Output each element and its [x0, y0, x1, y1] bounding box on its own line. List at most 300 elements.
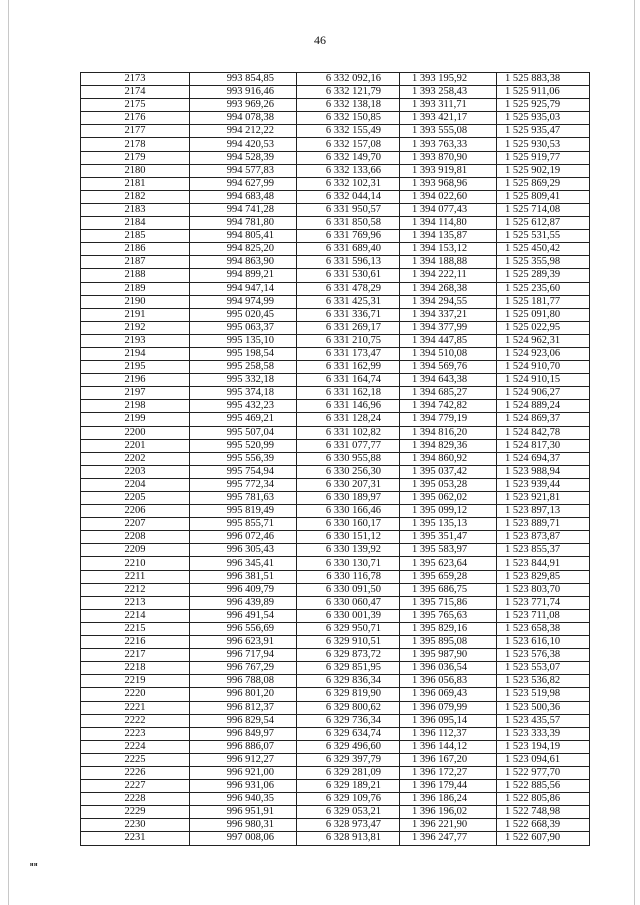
point-number-cell: 2231: [81, 832, 190, 845]
y-coordinate-cell: 6 332 157,08: [297, 138, 400, 151]
x-coordinate-cell: 996 980,31: [190, 819, 297, 832]
y-coordinate-cell: 6 332 150,85: [297, 112, 400, 125]
point-number-cell: 2214: [81, 609, 190, 622]
y2-coordinate-cell: 1 522 885,56: [497, 780, 590, 793]
scan-right-edge: [634, 0, 635, 905]
y2-coordinate-cell: 1 525 022,95: [497, 321, 590, 334]
x-coordinate-cell: 994 683,48: [190, 190, 297, 203]
x-coordinate-cell: 994 781,80: [190, 217, 297, 230]
x-coordinate-cell: 995 520,99: [190, 439, 297, 452]
x-coordinate-cell: 994 627,99: [190, 177, 297, 190]
point-number-cell: 2202: [81, 452, 190, 465]
table-row: [81, 636, 590, 649]
table-row: [81, 701, 590, 714]
x2-coordinate-cell: 1 395 037,42: [400, 465, 497, 478]
y2-coordinate-cell: 1 523 658,38: [497, 622, 590, 635]
table-row: [81, 819, 590, 832]
y-coordinate-cell: 6 331 478,29: [297, 282, 400, 295]
x2-coordinate-cell: 1 395 099,12: [400, 505, 497, 518]
x2-coordinate-cell: 1 396 112,37: [400, 727, 497, 740]
table-row: [81, 334, 590, 347]
y-coordinate-cell: 6 332 044,14: [297, 190, 400, 203]
x-coordinate-cell: 996 439,89: [190, 596, 297, 609]
x2-coordinate-cell: 1 394 377,99: [400, 321, 497, 334]
page-number: 46: [314, 33, 326, 47]
table-row: [81, 361, 590, 374]
y-coordinate-cell: 6 331 950,57: [297, 203, 400, 216]
table-row: [81, 125, 590, 138]
point-number-cell: 2181: [81, 177, 190, 190]
x2-coordinate-cell: 1 395 135,13: [400, 518, 497, 531]
table-row: [81, 766, 590, 779]
table-row: [81, 465, 590, 478]
point-number-cell: 2205: [81, 492, 190, 505]
y-coordinate-cell: 6 328 973,47: [297, 819, 400, 832]
point-number-cell: 2206: [81, 505, 190, 518]
point-number-cell: 2196: [81, 374, 190, 387]
x2-coordinate-cell: 1 394 114,80: [400, 217, 497, 230]
point-number-cell: 2204: [81, 478, 190, 491]
point-number-cell: 2177: [81, 125, 190, 138]
y-coordinate-cell: 6 329 109,76: [297, 793, 400, 806]
y-coordinate-cell: 6 329 736,34: [297, 714, 400, 727]
y-coordinate-cell: 6 330 256,30: [297, 465, 400, 478]
x-coordinate-cell: 996 940,35: [190, 793, 297, 806]
y-coordinate-cell: 6 332 133,66: [297, 164, 400, 177]
table-row: [81, 832, 590, 845]
y2-coordinate-cell: 1 524 869,37: [497, 413, 590, 426]
y2-coordinate-cell: 1 522 748,98: [497, 806, 590, 819]
y-coordinate-cell: 6 330 116,78: [297, 570, 400, 583]
point-number-cell: 2186: [81, 243, 190, 256]
x-coordinate-cell: 996 931,06: [190, 780, 297, 793]
x-coordinate-cell: 995 507,04: [190, 426, 297, 439]
x-coordinate-cell: 996 491,54: [190, 609, 297, 622]
y-coordinate-cell: 6 329 800,62: [297, 701, 400, 714]
table-row: [81, 321, 590, 334]
y2-coordinate-cell: 1 523 939,44: [497, 478, 590, 491]
point-number-cell: 2180: [81, 164, 190, 177]
y2-coordinate-cell: 1 525 355,98: [497, 256, 590, 269]
y2-coordinate-cell: 1 523 435,57: [497, 714, 590, 727]
point-number-cell: 2212: [81, 583, 190, 596]
x-coordinate-cell: 996 072,46: [190, 531, 297, 544]
x-coordinate-cell: 994 863,90: [190, 256, 297, 269]
point-number-cell: 2174: [81, 86, 190, 99]
table-row: [81, 86, 590, 99]
y-coordinate-cell: 6 331 128,24: [297, 413, 400, 426]
x-coordinate-cell: 995 469,21: [190, 413, 297, 426]
y-coordinate-cell: 6 328 913,81: [297, 832, 400, 845]
x-coordinate-cell: 994 528,39: [190, 151, 297, 164]
table-row: [81, 426, 590, 439]
y2-coordinate-cell: 1 523 803,70: [497, 583, 590, 596]
y-coordinate-cell: 6 331 164,74: [297, 374, 400, 387]
table-row: [81, 138, 590, 151]
y2-coordinate-cell: 1 524 910,15: [497, 374, 590, 387]
x-coordinate-cell: 995 781,63: [190, 492, 297, 505]
x2-coordinate-cell: 1 394 779,19: [400, 413, 497, 426]
x-coordinate-cell: 997 008,06: [190, 832, 297, 845]
x2-coordinate-cell: 1 394 447,85: [400, 334, 497, 347]
table-row: [81, 662, 590, 675]
y-coordinate-cell: 6 332 121,79: [297, 86, 400, 99]
point-number-cell: 2191: [81, 308, 190, 321]
x2-coordinate-cell: 1 395 659,28: [400, 570, 497, 583]
x2-coordinate-cell: 1 396 221,90: [400, 819, 497, 832]
x2-coordinate-cell: 1 393 258,43: [400, 86, 497, 99]
table-row: [81, 622, 590, 635]
y2-coordinate-cell: 1 523 536,82: [497, 675, 590, 688]
y2-coordinate-cell: 1 523 194,19: [497, 740, 590, 753]
point-number-cell: 2195: [81, 361, 190, 374]
point-number-cell: 2216: [81, 636, 190, 649]
point-number-cell: 2189: [81, 282, 190, 295]
table-row: [81, 557, 590, 570]
point-number-cell: 2199: [81, 413, 190, 426]
y2-coordinate-cell: 1 525 450,42: [497, 243, 590, 256]
y-coordinate-cell: 6 331 102,82: [297, 426, 400, 439]
x2-coordinate-cell: 1 394 829,36: [400, 439, 497, 452]
x2-coordinate-cell: 1 393 919,81: [400, 164, 497, 177]
point-number-cell: 2201: [81, 439, 190, 452]
point-number-cell: 2179: [81, 151, 190, 164]
x2-coordinate-cell: 1 393 763,33: [400, 138, 497, 151]
point-number-cell: 2178: [81, 138, 190, 151]
y2-coordinate-cell: 1 524 906,27: [497, 387, 590, 400]
point-number-cell: 2219: [81, 675, 190, 688]
y2-coordinate-cell: 1 524 962,31: [497, 334, 590, 347]
x2-coordinate-cell: 1 396 186,24: [400, 793, 497, 806]
y2-coordinate-cell: 1 523 897,13: [497, 505, 590, 518]
point-number-cell: 2190: [81, 295, 190, 308]
y2-coordinate-cell: 1 524 923,06: [497, 347, 590, 360]
y2-coordinate-cell: 1 525 919,77: [497, 151, 590, 164]
x2-coordinate-cell: 1 395 895,08: [400, 636, 497, 649]
point-number-cell: 2217: [81, 649, 190, 662]
table-row: [81, 675, 590, 688]
y2-coordinate-cell: 1 525 869,29: [497, 177, 590, 190]
table-row: [81, 177, 590, 190]
point-number-cell: 2228: [81, 793, 190, 806]
table-row: [81, 531, 590, 544]
y2-coordinate-cell: 1 525 181,77: [497, 295, 590, 308]
x-coordinate-cell: 995 374,18: [190, 387, 297, 400]
point-number-cell: 2188: [81, 269, 190, 282]
x-coordinate-cell: 995 855,71: [190, 518, 297, 531]
y2-coordinate-cell: 1 525 911,06: [497, 86, 590, 99]
x-coordinate-cell: 994 805,41: [190, 230, 297, 243]
table-row: [81, 806, 590, 819]
y2-coordinate-cell: 1 523 921,81: [497, 492, 590, 505]
y-coordinate-cell: 6 329 910,51: [297, 636, 400, 649]
table-row: [81, 112, 590, 125]
x-coordinate-cell: 993 854,85: [190, 73, 297, 86]
y-coordinate-cell: 6 330 091,50: [297, 583, 400, 596]
x-coordinate-cell: 995 819,49: [190, 505, 297, 518]
y2-coordinate-cell: 1 525 883,38: [497, 73, 590, 86]
y2-coordinate-cell: 1 525 930,53: [497, 138, 590, 151]
coordinates-table: [80, 72, 590, 846]
x-coordinate-cell: 994 974,99: [190, 295, 297, 308]
x2-coordinate-cell: 1 395 987,90: [400, 649, 497, 662]
point-number-cell: 2220: [81, 688, 190, 701]
x-coordinate-cell: 996 812,37: [190, 701, 297, 714]
x2-coordinate-cell: 1 395 623,64: [400, 557, 497, 570]
point-number-cell: 2173: [81, 73, 190, 86]
x2-coordinate-cell: 1 396 179,44: [400, 780, 497, 793]
y-coordinate-cell: 6 331 596,13: [297, 256, 400, 269]
table-row: [81, 203, 590, 216]
y2-coordinate-cell: 1 522 805,86: [497, 793, 590, 806]
x-coordinate-cell: 996 381,51: [190, 570, 297, 583]
x2-coordinate-cell: 1 395 351,47: [400, 531, 497, 544]
y-coordinate-cell: 6 331 173,47: [297, 347, 400, 360]
y-coordinate-cell: 6 330 130,71: [297, 557, 400, 570]
y2-coordinate-cell: 1 525 809,41: [497, 190, 590, 203]
x2-coordinate-cell: 1 394 742,82: [400, 400, 497, 413]
table-row: [81, 400, 590, 413]
y-coordinate-cell: 6 329 873,72: [297, 649, 400, 662]
point-number-cell: 2221: [81, 701, 190, 714]
table-row: [81, 308, 590, 321]
y-coordinate-cell: 6 329 189,21: [297, 780, 400, 793]
point-number-cell: 2223: [81, 727, 190, 740]
y-coordinate-cell: 6 330 189,97: [297, 492, 400, 505]
x-coordinate-cell: 994 947,14: [190, 282, 297, 295]
x-coordinate-cell: 995 332,18: [190, 374, 297, 387]
x-coordinate-cell: 994 078,38: [190, 112, 297, 125]
x-coordinate-cell: 995 198,54: [190, 347, 297, 360]
table-row: [81, 295, 590, 308]
y2-coordinate-cell: 1 525 902,19: [497, 164, 590, 177]
x-coordinate-cell: 995 258,58: [190, 361, 297, 374]
x2-coordinate-cell: 1 395 765,63: [400, 609, 497, 622]
point-number-cell: 2198: [81, 400, 190, 413]
y2-coordinate-cell: 1 523 889,71: [497, 518, 590, 531]
y-coordinate-cell: 6 330 207,31: [297, 478, 400, 491]
y-coordinate-cell: 6 330 060,47: [297, 596, 400, 609]
x-coordinate-cell: 996 886,07: [190, 740, 297, 753]
x-coordinate-cell: 995 432,23: [190, 400, 297, 413]
table-row: [81, 269, 590, 282]
y-coordinate-cell: 6 330 001,39: [297, 609, 400, 622]
x2-coordinate-cell: 1 396 172,27: [400, 766, 497, 779]
y-coordinate-cell: 6 332 102,31: [297, 177, 400, 190]
y-coordinate-cell: 6 331 336,71: [297, 308, 400, 321]
point-number-cell: 2200: [81, 426, 190, 439]
y2-coordinate-cell: 1 525 531,55: [497, 230, 590, 243]
point-number-cell: 2193: [81, 334, 190, 347]
table-row: [81, 190, 590, 203]
y2-coordinate-cell: 1 523 094,61: [497, 753, 590, 766]
y2-coordinate-cell: 1 524 910,70: [497, 361, 590, 374]
y-coordinate-cell: 6 331 146,96: [297, 400, 400, 413]
x2-coordinate-cell: 1 394 569,76: [400, 361, 497, 374]
x-coordinate-cell: 994 212,22: [190, 125, 297, 138]
x2-coordinate-cell: 1 394 510,08: [400, 347, 497, 360]
table-row: [81, 492, 590, 505]
y-coordinate-cell: 6 329 397,79: [297, 753, 400, 766]
y-coordinate-cell: 6 329 819,90: [297, 688, 400, 701]
point-number-cell: 2227: [81, 780, 190, 793]
x2-coordinate-cell: 1 396 079,99: [400, 701, 497, 714]
y-coordinate-cell: 6 330 166,46: [297, 505, 400, 518]
y-coordinate-cell: 6 331 425,31: [297, 295, 400, 308]
table-row: [81, 99, 590, 112]
x-coordinate-cell: 996 409,79: [190, 583, 297, 596]
x-coordinate-cell: 995 772,34: [190, 478, 297, 491]
x-coordinate-cell: 994 825,20: [190, 243, 297, 256]
x-coordinate-cell: 995 754,94: [190, 465, 297, 478]
point-number-cell: 2207: [81, 518, 190, 531]
point-number-cell: 2218: [81, 662, 190, 675]
table-row: [81, 609, 590, 622]
x2-coordinate-cell: 1 396 069,43: [400, 688, 497, 701]
point-number-cell: 2209: [81, 544, 190, 557]
y-coordinate-cell: 6 331 077,77: [297, 439, 400, 452]
x2-coordinate-cell: 1 394 643,38: [400, 374, 497, 387]
point-number-cell: 2203: [81, 465, 190, 478]
x-coordinate-cell: 994 420,53: [190, 138, 297, 151]
x-coordinate-cell: 996 951,91: [190, 806, 297, 819]
table-row: [81, 714, 590, 727]
y2-coordinate-cell: 1 525 935,47: [497, 125, 590, 138]
y-coordinate-cell: 6 331 162,18: [297, 387, 400, 400]
table-row: [81, 753, 590, 766]
y2-coordinate-cell: 1 523 855,37: [497, 544, 590, 557]
x2-coordinate-cell: 1 393 555,08: [400, 125, 497, 138]
x2-coordinate-cell: 1 396 247,77: [400, 832, 497, 845]
y2-coordinate-cell: 1 523 873,87: [497, 531, 590, 544]
y2-coordinate-cell: 1 523 500,36: [497, 701, 590, 714]
x2-coordinate-cell: 1 396 167,20: [400, 753, 497, 766]
y-coordinate-cell: 6 330 955,88: [297, 452, 400, 465]
y2-coordinate-cell: 1 524 889,24: [497, 400, 590, 413]
x-coordinate-cell: 996 767,29: [190, 662, 297, 675]
table-row: [81, 544, 590, 557]
y-coordinate-cell: 6 332 138,18: [297, 99, 400, 112]
y-coordinate-cell: 6 331 689,40: [297, 243, 400, 256]
y2-coordinate-cell: 1 525 714,08: [497, 203, 590, 216]
y-coordinate-cell: 6 329 634,74: [297, 727, 400, 740]
x-coordinate-cell: 996 921,00: [190, 766, 297, 779]
y-coordinate-cell: 6 331 210,75: [297, 334, 400, 347]
point-number-cell: 2176: [81, 112, 190, 125]
point-number-cell: 2210: [81, 557, 190, 570]
y2-coordinate-cell: 1 522 607,90: [497, 832, 590, 845]
point-number-cell: 2183: [81, 203, 190, 216]
x2-coordinate-cell: 1 394 268,38: [400, 282, 497, 295]
x2-coordinate-cell: 1 395 715,86: [400, 596, 497, 609]
y-coordinate-cell: 6 329 496,60: [297, 740, 400, 753]
y2-coordinate-cell: 1 524 842,78: [497, 426, 590, 439]
table-row: [81, 282, 590, 295]
y2-coordinate-cell: 1 524 694,37: [497, 452, 590, 465]
y-coordinate-cell: 6 331 269,17: [297, 321, 400, 334]
y2-coordinate-cell: 1 525 235,60: [497, 282, 590, 295]
x2-coordinate-cell: 1 395 829,16: [400, 622, 497, 635]
point-number-cell: 2187: [81, 256, 190, 269]
x-coordinate-cell: 995 020,45: [190, 308, 297, 321]
x-coordinate-cell: 994 899,21: [190, 269, 297, 282]
y-coordinate-cell: 6 331 850,58: [297, 217, 400, 230]
y-coordinate-cell: 6 329 053,21: [297, 806, 400, 819]
table-row: [81, 164, 590, 177]
x-coordinate-cell: 993 916,46: [190, 86, 297, 99]
point-number-cell: 2182: [81, 190, 190, 203]
point-number-cell: 2230: [81, 819, 190, 832]
x-coordinate-cell: 996 305,43: [190, 544, 297, 557]
y-coordinate-cell: 6 331 162,99: [297, 361, 400, 374]
y-coordinate-cell: 6 329 851,95: [297, 662, 400, 675]
x-coordinate-cell: 996 556,69: [190, 622, 297, 635]
table-row: [81, 374, 590, 387]
table-row: [81, 570, 590, 583]
y2-coordinate-cell: 1 525 091,80: [497, 308, 590, 321]
x2-coordinate-cell: 1 396 056,83: [400, 675, 497, 688]
x-coordinate-cell: 994 741,28: [190, 203, 297, 216]
point-number-cell: 2208: [81, 531, 190, 544]
table-row: [81, 583, 590, 596]
point-number-cell: 2211: [81, 570, 190, 583]
x2-coordinate-cell: 1 394 337,21: [400, 308, 497, 321]
y-coordinate-cell: 6 329 950,71: [297, 622, 400, 635]
table-row: [81, 688, 590, 701]
y-coordinate-cell: 6 331 769,96: [297, 230, 400, 243]
x-coordinate-cell: 995 556,39: [190, 452, 297, 465]
x2-coordinate-cell: 1 394 294,55: [400, 295, 497, 308]
table-row: [81, 387, 590, 400]
x-coordinate-cell: 996 345,41: [190, 557, 297, 570]
y2-coordinate-cell: 1 523 553,07: [497, 662, 590, 675]
table-row: [81, 452, 590, 465]
y2-coordinate-cell: 1 525 612,87: [497, 217, 590, 230]
table-row: [81, 413, 590, 426]
table-row: [81, 780, 590, 793]
x2-coordinate-cell: 1 395 686,75: [400, 583, 497, 596]
table-row: [81, 256, 590, 269]
table-row: [81, 151, 590, 164]
y2-coordinate-cell: 1 524 817,30: [497, 439, 590, 452]
table-row: [81, 347, 590, 360]
x2-coordinate-cell: 1 394 153,12: [400, 243, 497, 256]
table-row: [81, 793, 590, 806]
point-number-cell: 2225: [81, 753, 190, 766]
table-row: [81, 740, 590, 753]
y2-coordinate-cell: 1 525 289,39: [497, 269, 590, 282]
point-number-cell: 2213: [81, 596, 190, 609]
scan-left-edge: [8, 0, 9, 905]
y2-coordinate-cell: 1 523 616,10: [497, 636, 590, 649]
y-coordinate-cell: 6 329 281,09: [297, 766, 400, 779]
point-number-cell: 2192: [81, 321, 190, 334]
point-number-cell: 2184: [81, 217, 190, 230]
y2-coordinate-cell: 1 525 925,79: [497, 99, 590, 112]
x2-coordinate-cell: 1 393 311,71: [400, 99, 497, 112]
y2-coordinate-cell: 1 523 519,98: [497, 688, 590, 701]
point-number-cell: 2197: [81, 387, 190, 400]
x2-coordinate-cell: 1 396 036,54: [400, 662, 497, 675]
table-row: [81, 217, 590, 230]
point-number-cell: 2222: [81, 714, 190, 727]
x2-coordinate-cell: 1 396 095,14: [400, 714, 497, 727]
x2-coordinate-cell: 1 395 053,28: [400, 478, 497, 491]
x-coordinate-cell: 993 969,26: [190, 99, 297, 112]
y-coordinate-cell: 6 329 836,34: [297, 675, 400, 688]
coordinates-table-body: [81, 73, 590, 846]
y2-coordinate-cell: 1 523 829,85: [497, 570, 590, 583]
